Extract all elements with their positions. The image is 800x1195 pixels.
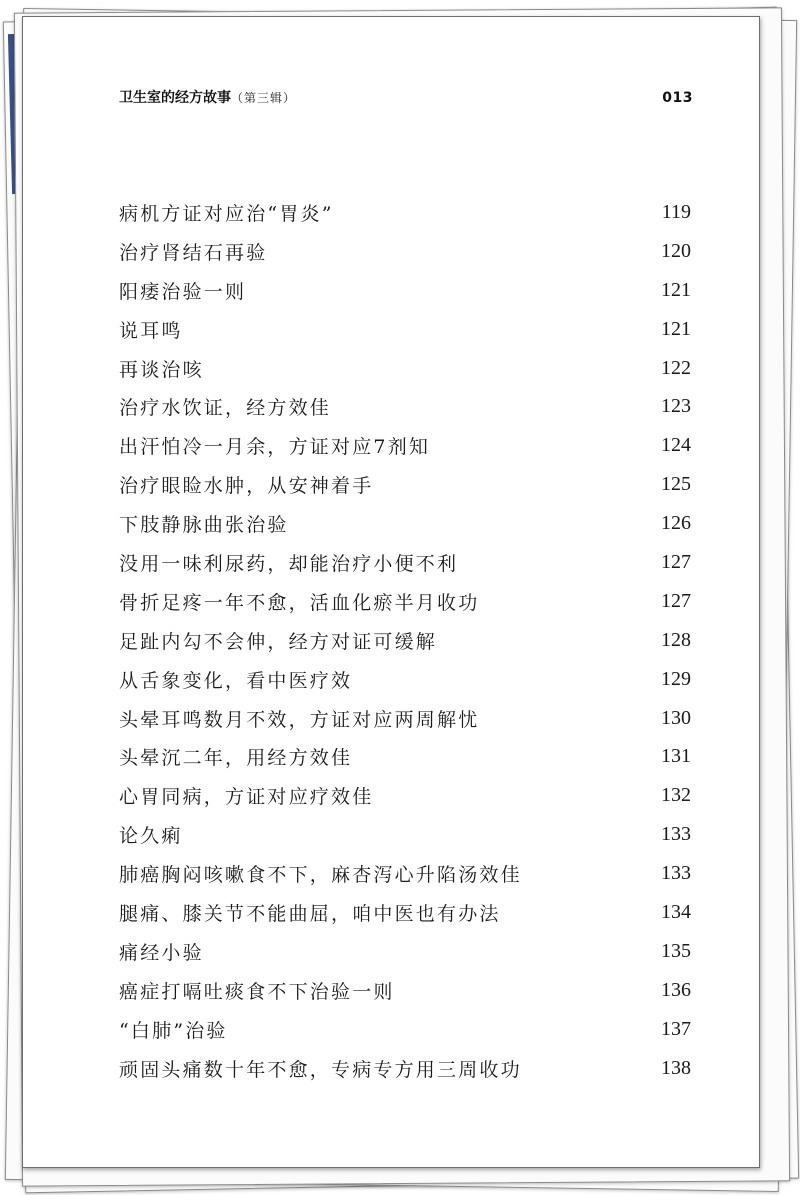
- toc-entry: [119, 1049, 691, 1088]
- running-header: [119, 87, 693, 107]
- entry-page-number: 127: [661, 589, 691, 612]
- entry-page-number: 131: [661, 745, 691, 768]
- entry-title: 论久痢: [119, 825, 183, 848]
- toc-entry: [119, 971, 691, 1010]
- toc-entry: [119, 1010, 691, 1049]
- entry-title: 病机方证对应治“胃炎”: [119, 202, 334, 225]
- entry-page-number: 136: [661, 978, 691, 1001]
- book-title: 卫生室的经方故事: [119, 90, 231, 106]
- toc-entry: [119, 310, 691, 349]
- entry-page-number: 128: [661, 628, 691, 651]
- toc-entry: [119, 932, 691, 971]
- entry-title: 头晕沉二年，用经方效佳: [119, 747, 353, 770]
- toc-entry: [119, 893, 691, 932]
- book-page: [22, 16, 760, 1168]
- entry-page-number: 133: [661, 862, 691, 885]
- entry-title: 癌症打嗝吐痰食不下治验一则: [119, 980, 395, 1003]
- toc-entry: [119, 465, 691, 504]
- toc-entry: [119, 232, 691, 271]
- toc-entry: [119, 621, 691, 660]
- entry-page-number: 122: [661, 356, 691, 379]
- volume-label: （第三辑）: [231, 91, 297, 105]
- entry-title: 肺癌胸闷咳嗽食不下，麻杏泻心升陷汤效佳: [119, 864, 522, 887]
- page-number: 013: [662, 90, 693, 106]
- entry-page-number: 126: [661, 512, 691, 535]
- entry-title: 骨折足疼一年不愈，活血化瘀半月收功: [119, 591, 480, 614]
- entry-page-number: 138: [661, 1056, 691, 1079]
- entry-page-number: 127: [661, 550, 691, 573]
- entry-title: 头晕耳鸣数月不效，方证对应两周解忧: [119, 708, 480, 731]
- entry-page-number: 121: [661, 317, 691, 340]
- toc-entry: [119, 193, 691, 232]
- toc-entry: [119, 426, 691, 465]
- entry-title: 顽固头痛数十年不愈，专病专方用三周收功: [119, 1058, 522, 1081]
- entry-title: 治疗眼睑水肿，从安神着手: [119, 475, 374, 498]
- entry-title: 从舌象变化，看中医疗效: [119, 669, 353, 692]
- entry-title: 心胃同病，方证对应疗效佳: [119, 786, 374, 809]
- toc-entry: [119, 660, 691, 699]
- entry-page-number: 119: [661, 200, 691, 223]
- toc-entry: [119, 582, 691, 621]
- toc-entry: [119, 504, 691, 543]
- entry-page-number: 134: [661, 900, 691, 923]
- toc-entry: [119, 776, 691, 815]
- entry-title: 说耳鸣: [119, 319, 183, 342]
- entry-page-number: 124: [661, 434, 691, 457]
- entry-page-number: 137: [661, 1017, 691, 1040]
- toc-entry: [119, 815, 691, 854]
- toc-entry: [119, 699, 691, 738]
- entry-title: 治疗水饮证，经方效佳: [119, 397, 332, 420]
- entry-page-number: 130: [661, 706, 691, 729]
- entry-title: 没用一味利尿药，却能治疗小便不利: [119, 552, 459, 575]
- entry-page-number: 133: [661, 823, 691, 846]
- entry-page-number: 125: [661, 473, 691, 496]
- entry-title: 腿痛、膝关节不能曲屈，咱中医也有办法: [119, 902, 501, 925]
- entry-page-number: 120: [661, 239, 691, 262]
- table-of-contents: [119, 193, 691, 1087]
- entry-page-number: 135: [661, 939, 691, 962]
- entry-page-number: 123: [661, 395, 691, 418]
- entry-page-number: 132: [661, 784, 691, 807]
- entry-title: 阳痿治验一则: [119, 280, 247, 303]
- toc-entry: [119, 271, 691, 310]
- toc-entry: [119, 854, 691, 893]
- toc-entry: [119, 349, 691, 388]
- entry-title: 足趾内勾不会伸，经方对证可缓解: [119, 630, 438, 653]
- entry-title: 出汗怕冷一月余，方证对应7剂知: [119, 436, 431, 459]
- entry-title: 再谈治咳: [119, 358, 204, 381]
- toc-entry: [119, 737, 691, 776]
- toc-entry: [119, 543, 691, 582]
- running-title: [119, 87, 296, 107]
- entry-title: 下肢静脉曲张治验: [119, 514, 289, 537]
- entry-title: 痛经小验: [119, 941, 204, 964]
- entry-page-number: 129: [661, 667, 691, 690]
- entry-title: “白肺”治验: [119, 1019, 228, 1042]
- toc-entry: [119, 387, 691, 426]
- entry-title: 治疗肾结石再验: [119, 241, 268, 264]
- entry-page-number: 121: [661, 278, 691, 301]
